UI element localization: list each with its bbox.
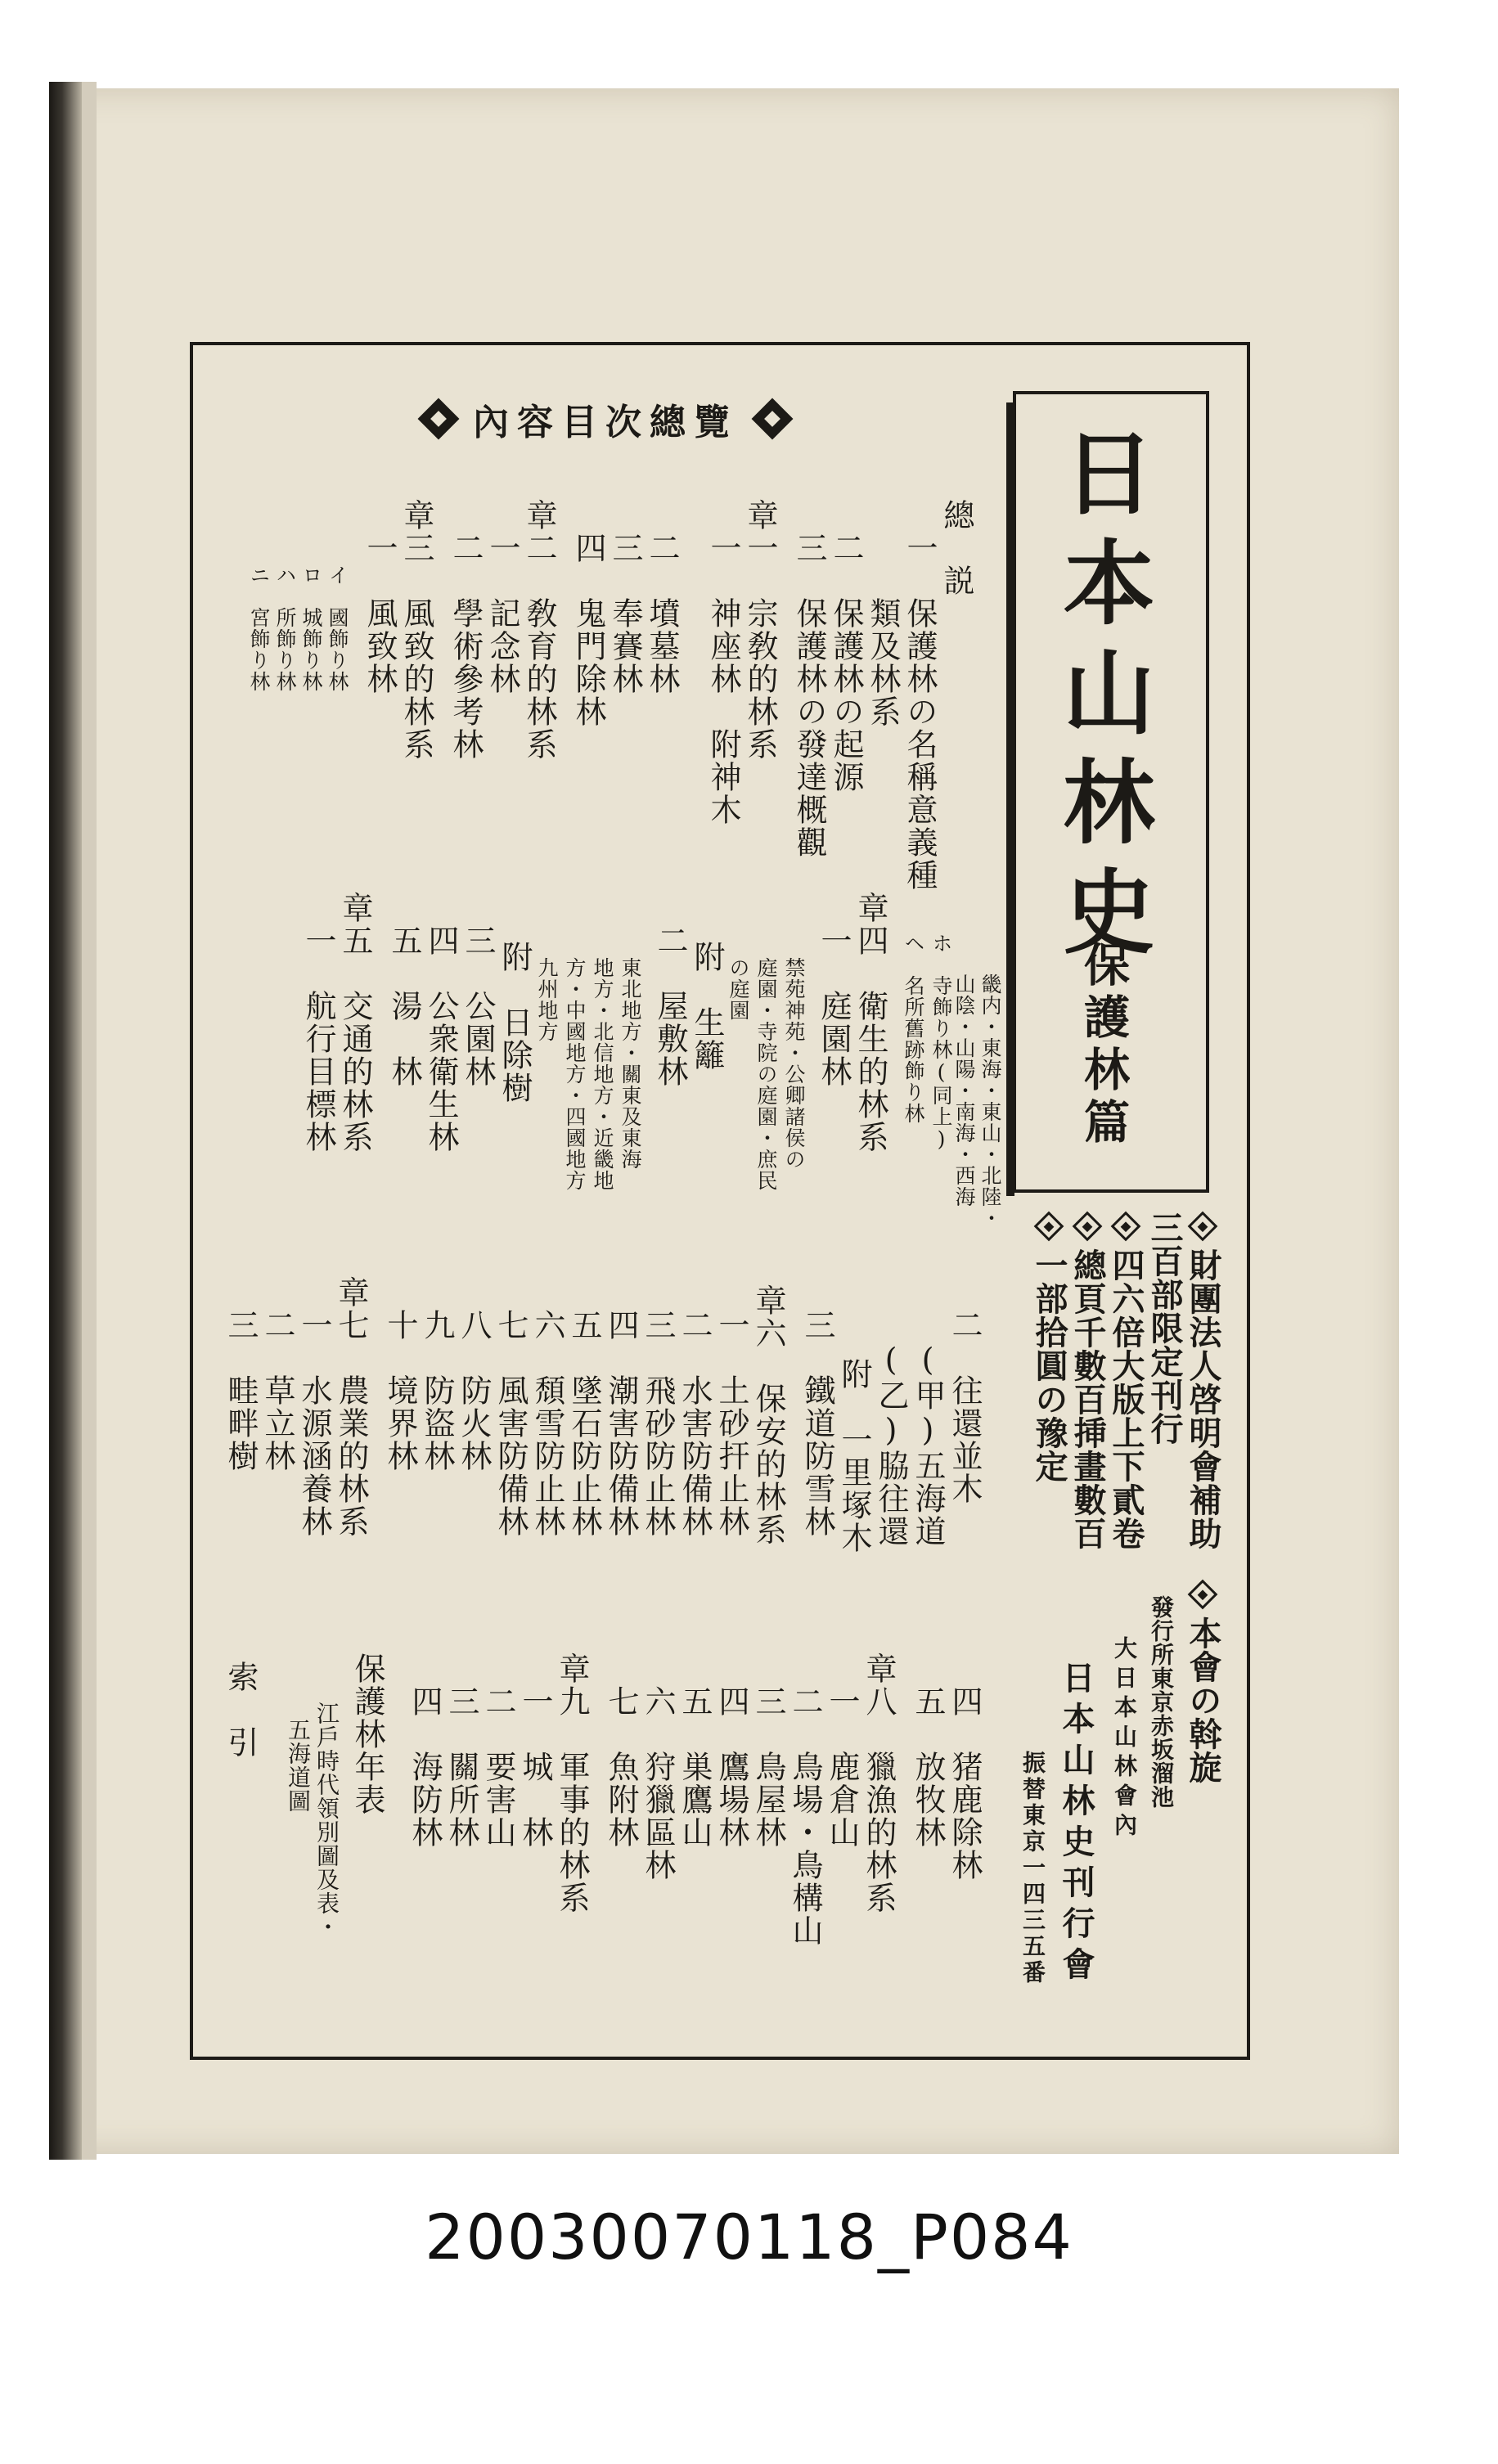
toc-subentry: 山陰・山陽・南海・西海 bbox=[952, 973, 976, 1207]
publisher-agency: 本會の斡旋 bbox=[1186, 1579, 1219, 1784]
toc-chapter: 章二 敎育的林系 bbox=[521, 499, 557, 761]
diamond-bullet-icon bbox=[1111, 1212, 1141, 1242]
toc-subentry: 五海道圖 bbox=[285, 1718, 312, 1813]
toc-chapter: 章四 衛生的林系 bbox=[852, 892, 888, 1153]
toc-subentry: ホ 寺飾り林(同上) bbox=[929, 933, 953, 1152]
toc-entry: 一 神座林 附神木 bbox=[705, 532, 741, 826]
diamond-bullet-icon bbox=[1034, 1212, 1064, 1242]
toc-chapter: 章一 宗敎的林系 bbox=[742, 499, 778, 761]
toc-entry: 九 防盜林 bbox=[419, 1309, 455, 1473]
notice-subsidy: 財團法人啓明會補助 bbox=[1186, 1211, 1219, 1550]
toc-entry: 五 湯 林 bbox=[386, 924, 422, 1088]
toc-entry: 三 飛砂防止林 bbox=[640, 1309, 676, 1538]
toc-entry: 三 奉賽林 bbox=[607, 532, 643, 695]
toc-subentry: 九州地方 bbox=[535, 957, 559, 1042]
toc-subentry: イ 國飾り林 bbox=[326, 564, 349, 692]
toc-subentry: ロ 城飾り林 bbox=[299, 564, 323, 692]
toc-entry: 三 鳥屋林 bbox=[750, 1685, 786, 1849]
book-gutter bbox=[49, 82, 82, 2160]
toc-entry: 七 魚附林 bbox=[603, 1685, 639, 1849]
toc-entry: 五 放牧林 bbox=[910, 1685, 946, 1849]
toc-chapter: 章三 風致的林系 bbox=[398, 499, 434, 761]
publisher-account: 振替東京一四三五番 bbox=[1019, 1751, 1046, 1986]
notice-format: 四六倍大版上下貳卷 bbox=[1109, 1211, 1142, 1550]
toc-header-text: 內容目次總覽 bbox=[473, 402, 738, 443]
diamond-bullet-icon bbox=[1188, 1212, 1218, 1242]
toc-entry: (乙)脇往還 bbox=[873, 1342, 909, 1548]
toc-entry: 四 公衆衛生林 bbox=[423, 924, 459, 1153]
toc-entry: 二 往還並木 bbox=[947, 1309, 983, 1505]
book-subtitle: 保護林篇 bbox=[1077, 941, 1130, 1150]
toc-entry: 一 土砂扞止林 bbox=[713, 1309, 749, 1538]
book-title: 日本山林史 bbox=[1048, 425, 1154, 973]
toc-entry: 三 畦畔樹 bbox=[223, 1309, 259, 1473]
toc-entry: 四 潮害防備林 bbox=[603, 1309, 639, 1538]
toc-entry: 附 日除樹 bbox=[497, 941, 533, 1104]
left-page-edge bbox=[82, 82, 97, 2160]
toc-subentry: 江戶時代領別圖及表・ bbox=[313, 1702, 340, 1939]
toc-subentry: 地方・北信地方・近畿地 bbox=[591, 957, 614, 1191]
diamond-ornament-icon bbox=[752, 398, 794, 440]
toc-entry: 附 一里塚木 bbox=[836, 1358, 872, 1554]
catalog-id: 20030070118_P084 bbox=[425, 2201, 1073, 2273]
toc-entry: 二 草立林 bbox=[259, 1309, 295, 1473]
toc-entry: 六 狩獵區林 bbox=[640, 1685, 676, 1882]
toc-entry: 一 保護林の名稱意義種 bbox=[902, 532, 938, 892]
toc-entry: 二 要害山 bbox=[480, 1685, 516, 1849]
toc-chapter: 章七 農業的林系 bbox=[333, 1276, 369, 1538]
toc-header bbox=[319, 394, 892, 443]
toc-entry: 索 引 bbox=[223, 1661, 259, 1759]
toc-entry: 總 説 bbox=[938, 499, 974, 597]
toc-entry: 四 鬼門除林 bbox=[570, 532, 606, 728]
toc-entry: 八 防火林 bbox=[456, 1309, 492, 1473]
toc-entry: 四 鷹場林 bbox=[713, 1685, 749, 1849]
notice-limited: 三百部限定刊行 bbox=[1145, 1211, 1183, 1446]
toc-chapter: 章五 交通的林系 bbox=[337, 892, 373, 1153]
toc-entry: 十 境界林 bbox=[382, 1309, 418, 1473]
toc-subentry: ニ 宮飾り林 bbox=[247, 564, 271, 692]
toc-entry: (甲)五海道 bbox=[910, 1342, 946, 1548]
toc-subentry: 庭園・寺院の庭園・庶民 bbox=[754, 957, 778, 1191]
toc-entry: 一 水源涵養林 bbox=[296, 1309, 332, 1538]
toc-entry: 二 墳墓林 bbox=[644, 532, 680, 695]
toc-entry: 五 巣鷹山 bbox=[677, 1685, 713, 1849]
toc-subentry: 畿内・東海・東山・北陸・ bbox=[978, 973, 1002, 1229]
diamond-ornament-icon bbox=[418, 398, 460, 440]
toc-subentry: ヘ 名所舊跡飾り林 bbox=[902, 933, 925, 1124]
toc-entry: 七 風害防備林 bbox=[493, 1309, 529, 1538]
toc-entry: 三 關所林 bbox=[443, 1685, 479, 1849]
publisher-society: 大日本山林會內 bbox=[1111, 1636, 1138, 1842]
toc-entry: 二 鳥場・鳥構山 bbox=[787, 1685, 823, 1947]
toc-subentry: ハ 所飾り林 bbox=[273, 564, 297, 692]
toc-entry: 二 屋敷林 bbox=[652, 924, 688, 1088]
toc-entry: 一 城 林 bbox=[517, 1685, 553, 1849]
toc-entry: 類及林系 bbox=[865, 532, 901, 728]
toc-subentry: の庭園 bbox=[727, 957, 750, 1021]
toc-entry: 三 保護林の發達概觀 bbox=[791, 532, 827, 859]
toc-subentry: 東北地方・關東及東海 bbox=[619, 957, 642, 1170]
toc-subentry: 禁苑神苑・公卿諸侯の bbox=[782, 957, 806, 1170]
toc-entry: 一 鹿倉山 bbox=[824, 1685, 860, 1849]
toc-entry: 三 公園林 bbox=[460, 924, 496, 1088]
toc-entry: 一 記念林 bbox=[484, 532, 520, 695]
diamond-bullet-icon bbox=[1073, 1212, 1103, 1242]
toc-entry: 保護林年表 bbox=[349, 1652, 385, 1816]
toc-entry: 五 墜石防止林 bbox=[566, 1309, 602, 1538]
toc-entry: 三 鐵道防雪林 bbox=[799, 1309, 835, 1538]
toc-entry: 四 海防林 bbox=[407, 1685, 443, 1849]
notice-pages: 總頁千數百挿畫數百 bbox=[1071, 1211, 1104, 1550]
toc-entry: 二 學術參考林 bbox=[448, 532, 484, 761]
toc-entry: 二 水害防備林 bbox=[677, 1309, 713, 1538]
toc-subentry: 方・中國地方・四國地方 bbox=[563, 957, 587, 1191]
toc-entry: 一 風致林 bbox=[362, 532, 398, 695]
publisher-issuer: 發行所東京赤坂溜池 bbox=[1148, 1595, 1175, 1809]
notice-price: 一部拾圓の豫定 bbox=[1032, 1211, 1065, 1483]
diamond-bullet-icon bbox=[1188, 1580, 1218, 1610]
toc-entry: 二 保護林の起源 bbox=[828, 532, 864, 794]
toc-chapter: 章九 軍事的林系 bbox=[554, 1652, 590, 1914]
toc-chapter: 章六 保安的林系 bbox=[750, 1284, 786, 1546]
toc-entry: 一 庭園林 bbox=[816, 924, 852, 1088]
toc-entry: 六 頹雪防止林 bbox=[529, 1309, 565, 1538]
publisher-name: 日本山林史刊行會 bbox=[1057, 1661, 1095, 1988]
toc-entry: 一 航行目標林 bbox=[300, 924, 336, 1153]
toc-chapter: 章八 獵漁的林系 bbox=[861, 1652, 897, 1914]
toc-entry: 附 生籬 bbox=[689, 941, 725, 1072]
toc-entry: 四 猪鹿除林 bbox=[947, 1685, 983, 1882]
